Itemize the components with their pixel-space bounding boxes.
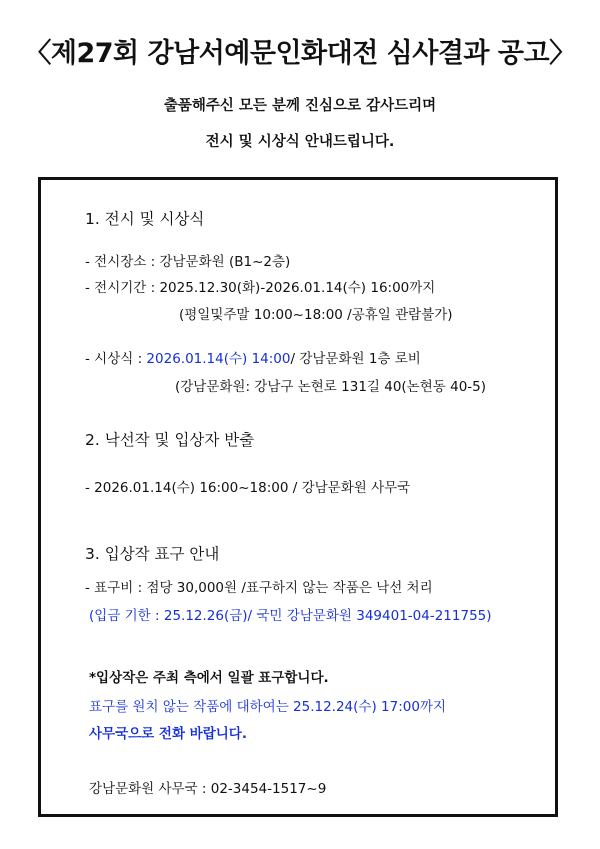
ceremony-prefix: - 시상식 : xyxy=(85,351,147,367)
ceremony-line xyxy=(85,347,421,367)
note-framing: *입상작은 주최 측에서 일괄 표구합니다. xyxy=(89,670,329,686)
venue-address: (강남문화원: 강남구 논현로 131길 40(논현동 40-5) xyxy=(175,379,487,395)
note-deadline: 표구를 원치 않는 작품에 대하여는 25.12.24(수) 17:00까지 xyxy=(89,699,446,715)
notice-box xyxy=(38,177,558,817)
exhibition-venue: - 전시장소 : 강남문화원 (B1~2층) xyxy=(85,254,291,270)
page-title: 〈제27회 강남서예문인화대전 심사결과 공고〉 xyxy=(24,38,576,69)
deposit-info: (입금 기한 : 25.12.26(금)/ 국민 강남문화원 349401-04-211755) xyxy=(89,608,492,624)
note-call: 사무국으로 전화 바랍니다. xyxy=(89,726,247,742)
return-detail: - 2026.01.14(수) 16:00~18:00 / 강남문화원 사무국 xyxy=(85,480,411,496)
section2-heading: 2. 낙선작 및 입상자 반출 xyxy=(85,431,255,449)
intro-line-2: 전시 및 시상식 안내드립니다. xyxy=(205,134,395,150)
exhibition-period: - 전시기간 : 2025.12.30(화)-2026.01.14(수) 16:00까지 xyxy=(85,280,436,296)
ceremony-place: / 강남문화원 1층 로비 xyxy=(290,351,421,367)
intro-line-1: 출품해주신 모든 분께 진심으로 감사드리며 xyxy=(163,98,437,114)
ceremony-datetime: 2026.01.14(수) 14:00 xyxy=(146,351,291,367)
exhibition-hours: (평일및주말 10:00~18:00 /공휴일 관람불가) xyxy=(179,307,453,323)
section3-heading: 3. 입상작 표구 안내 xyxy=(85,545,220,563)
framing-fee: - 표구비 : 점당 30,000원 /표구하지 않는 작품은 낙선 처리 xyxy=(85,580,433,596)
office-contact: 강남문화원 사무국 : 02-3454-1517~9 xyxy=(89,781,327,797)
section1-heading: 1. 전시 및 시상식 xyxy=(85,210,205,228)
